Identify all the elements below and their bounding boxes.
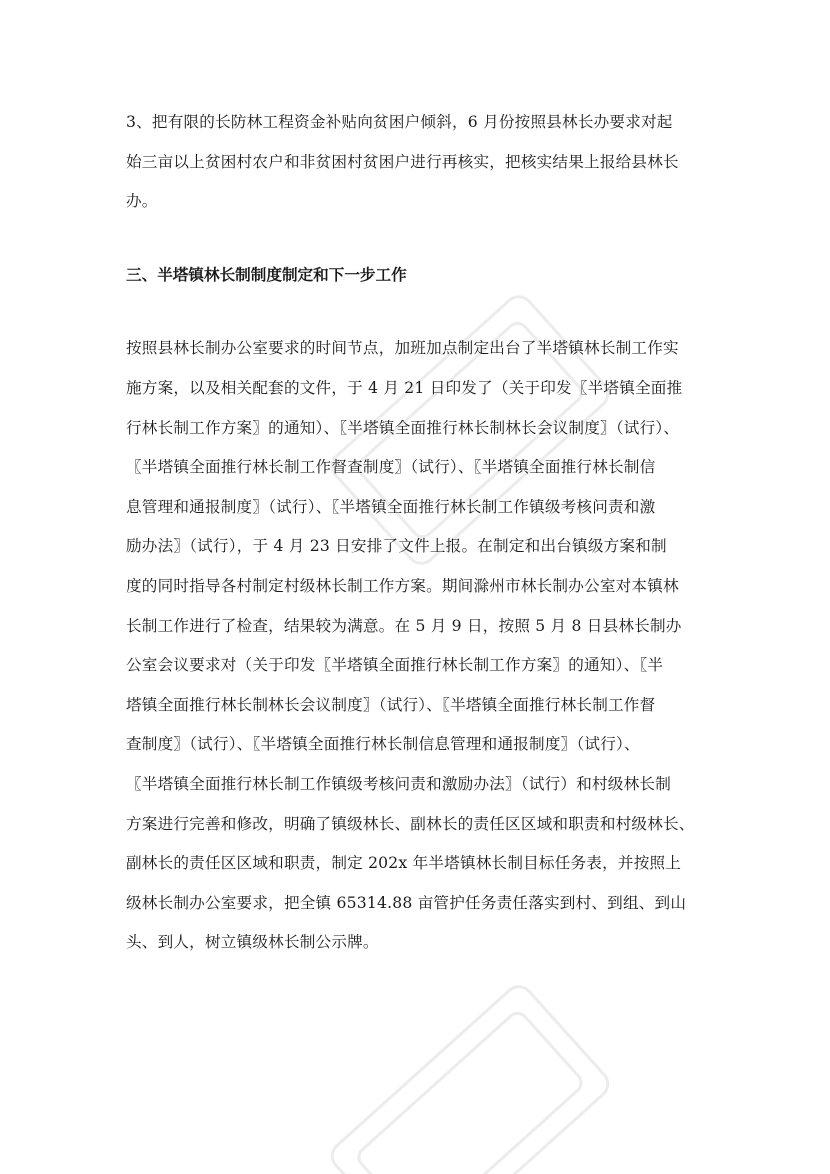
paragraph-line: 息管理和通报制度〗（试行）、〖半塔镇全面推行林长制工作镇级考核问责和激 <box>126 497 656 516</box>
paragraph-line: 办。 <box>126 192 158 211</box>
paragraph-line: 按照县林长制办公室要求的时间节点，加班加点制定出台了半塔镇林长制工作实 <box>126 339 679 358</box>
paragraph-line: 度的同时指导各村制定村级林长制工作方案。期间滁州市林长制办公室对本镇林 <box>126 576 679 595</box>
document-body <box>126 103 711 963</box>
paragraph-line: 〖半塔镇全面推行林长制工作镇级考核问责和激励办法〗（试行）和村级林长制 <box>126 774 671 793</box>
paragraph-line: 始三亩以上贫困村农户和非贫困村贫困户进行再核实，把核实结果上报给县林长 <box>126 152 679 171</box>
paragraph-line: 3、把有限的长防林工程资金补贴向贫困户倾斜，6 月份按照县林长办要求对起 <box>126 113 673 131</box>
paragraph-line: 〖半塔镇全面推行林长制工作督查制度〗（试行）、〖半塔镇全面推行林长制信 <box>126 458 656 477</box>
paragraph-line: 查制度〗（试行）、〖半塔镇全面推行林长制信息管理和通报制度〗（试行）、 <box>126 735 640 754</box>
paragraph-3 <box>126 103 711 222</box>
section-heading: 三、半塔镇林长制制度制定和下一步工作 <box>126 265 407 284</box>
paragraph-line: 级林长制办公室要求，把全镇 65314.88 亩管护任务责任落实到村、到组、到山 <box>126 893 687 912</box>
paragraph-line: 塔镇全面推行林长制林长会议制度〗（试行）、〖半塔镇全面推行林长制工作督 <box>126 695 656 714</box>
watermark-stamp-lower <box>327 981 614 1174</box>
paragraph-line: 头、到人，树立镇级林长制公示牌。 <box>126 933 379 952</box>
paragraph-line: 方案进行完善和修改，明确了镇级林长、副林长的责任区区域和职责和村级林长、 <box>126 814 695 833</box>
paragraph-line: 长制工作进行了检查，结果较为满意。在 5 月 9 日，按照 5 月 8 日县林长制办 <box>126 616 682 635</box>
paragraph-line: 公室会议要求对（关于印发〖半塔镇全面推行林长制工作方案〗的通知）、〖半 <box>126 656 664 675</box>
paragraph-line: 副林长的责任区区域和职责，制定 202x 年半塔镇林长制目标任务表，并按照上 <box>126 854 682 873</box>
paragraph-main <box>126 329 711 963</box>
paragraph-line: 施方案，以及相关配套的文件，于 4 月 21 日印发了（关于印发〖半塔镇全面推 <box>126 378 683 397</box>
paragraph-line: 行林长制工作方案〗的通知）、〖半塔镇全面推行林长制林长会议制度〗（试行）、 <box>126 418 680 437</box>
paragraph-line: 励办法〗（试行），于 4 月 23 日安排了文件上报。在制定和出台镇级方案和制 <box>126 537 667 556</box>
spacer <box>126 295 711 329</box>
